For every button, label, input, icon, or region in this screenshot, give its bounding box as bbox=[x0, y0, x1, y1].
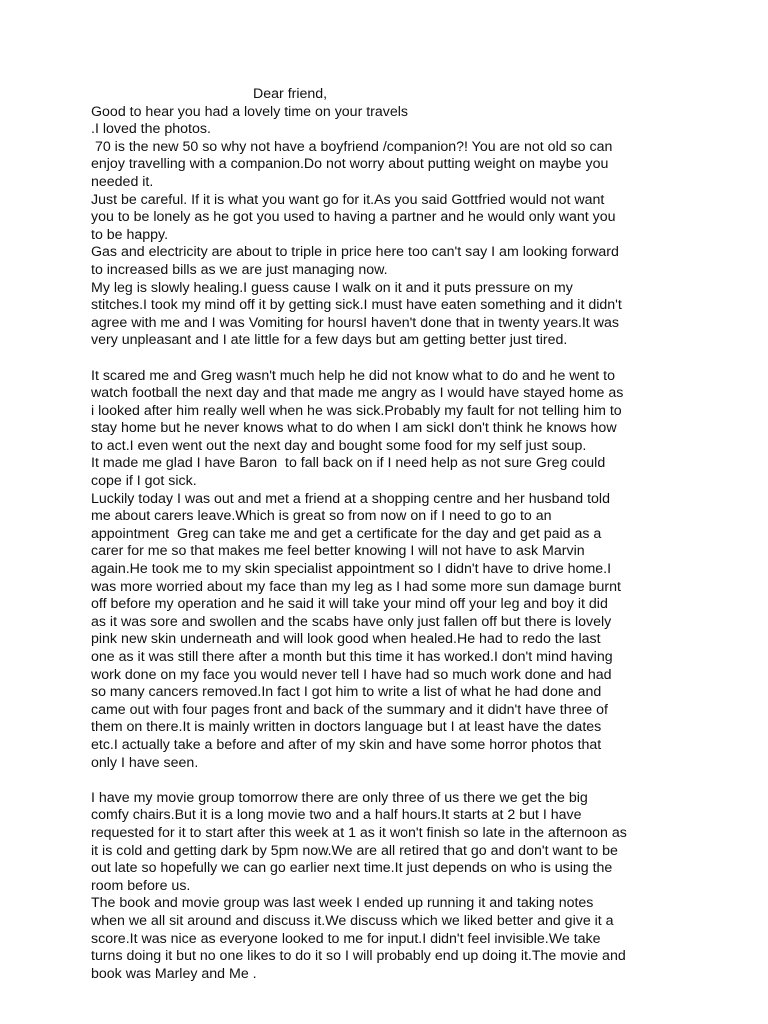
letter-line: stitches.I took my mind off it by getting sick.I must have eaten something and it didn't bbox=[91, 297, 622, 314]
letter-line: Good to hear you had a lovely time on your travels bbox=[91, 103, 409, 120]
letter-line: to act.I even went out the next day and bought some food for my self just soup. bbox=[91, 437, 587, 454]
letter-line: work done on my face you would never tell I have had so much work done and had bbox=[91, 666, 612, 683]
letter-line: to be happy. bbox=[91, 226, 169, 243]
letter-line: Just be careful. If it is what you want go for it.As you said Gottfried would not want bbox=[91, 191, 605, 208]
letter-line: i looked after him really well when he was sick.Probably my fault for not telling him to bbox=[91, 402, 622, 419]
letter-line: 70 is the new 50 so why not have a boyfriend /companion?! You are not old so can bbox=[91, 138, 613, 155]
letter-line: needed it. bbox=[91, 173, 154, 190]
letter-line: you to be lonely as he got you used to having a partner and he would only want you bbox=[91, 209, 616, 226]
letter-line: to increased bills as we are just managing now. bbox=[91, 261, 388, 278]
letter-line: so many cancers removed.In fact I got him to write a list of what he had done and bbox=[91, 684, 602, 701]
letter-line: Luckily today I was out and met a friend at a shopping centre and her husband told bbox=[91, 490, 610, 507]
letter-line: as it was sore and swollen and the scabs have only just fallen off but there is lovely bbox=[91, 613, 612, 630]
letter-line: out late so hopefully we can go earlier next time.It just depends on who is using the bbox=[91, 860, 613, 877]
letter-line: book was Marley and Me . bbox=[91, 965, 257, 982]
letter-line: stay home but he never knows what to do when I am sickI don't think he knows how bbox=[91, 420, 617, 437]
letter-line: when we all sit around and discuss it.We discuss which we liked better and give it a bbox=[91, 912, 614, 929]
letter-line: comfy chairs.But it is a long movie two and a half hours.It starts at 2 but I have bbox=[91, 807, 582, 824]
letter-line: requested for it to start after this week at 1 as it won't finish so late in the afternoon as bbox=[91, 824, 627, 841]
letter-line: came out with four pages front and back of the summary and it didn't have three of bbox=[91, 701, 608, 718]
letter-line: them on there.It is mainly written in doctors language but I at least have the dates bbox=[91, 719, 602, 736]
letter-line: It scared me and Greg wasn't much help he did not know what to do and he went to bbox=[91, 367, 616, 384]
letter-line: My leg is slowly healing.I guess cause I walk on it and it puts pressure on my bbox=[91, 279, 573, 296]
letter-line: agree with me and I was Vomiting for hoursI haven't done that in twenty years.It was bbox=[91, 314, 619, 331]
letter-line: turns doing it but no one likes to do it so I will probably end up doing it.The movie and bbox=[91, 948, 626, 965]
letter-line: It made me glad I have Baron to fall back on if I need help as not sure Greg could bbox=[91, 455, 606, 472]
letter-line: me about carers leave.Which is great so from now on if I need to go to an bbox=[91, 508, 552, 525]
letter-line: cope if I got sick. bbox=[91, 473, 197, 490]
paragraph-gap bbox=[91, 772, 691, 790]
letter-line: only I have seen. bbox=[91, 754, 199, 771]
letter-line: watch football the next day and that made me angry as I would have stayed home as bbox=[91, 385, 624, 402]
letter-line: again.He took me to my skin specialist appointment so I didn't have to drive home.I bbox=[91, 561, 612, 578]
letter-line: etc.I actually take a before and after of my skin and have some horror photos that bbox=[91, 736, 602, 753]
paragraph-gap bbox=[91, 350, 691, 368]
letter-line: .I loved the photos. bbox=[91, 121, 211, 138]
letter-line: carer for me so that makes me feel better knowing I will not have to ask Marvin bbox=[91, 543, 585, 560]
letter-line: pink new skin underneath and will look good when healed.He had to redo the last bbox=[91, 631, 601, 648]
letter-line: The book and movie group was last week I ended up running it and taking notes bbox=[91, 895, 594, 912]
letter-line: score.It was nice as everyone looked to me for input.I didn't feel invisible.We take bbox=[91, 930, 601, 947]
letter-line: it is cold and getting dark by 5pm now.We are all retired that go and don't want to be bbox=[91, 842, 618, 859]
letter-body bbox=[91, 86, 691, 983]
letter-line: Gas and electricity are about to triple in price here too can't say I am looking forward bbox=[91, 244, 619, 261]
letter-line: one as it was still there after a month but this time it has worked.I don't mind having bbox=[91, 649, 613, 665]
letter-line: was more worried about my face than my leg as I had some more sun damage burnt bbox=[91, 578, 621, 595]
letter-line: I have my movie group tomorrow there are only three of us there we get the big bbox=[91, 789, 588, 806]
letter-line: enjoy travelling with a companion.Do not worry about putting weight on maybe you bbox=[91, 156, 609, 173]
letter-line: appointment Greg can take me and get a certificate for the day and get paid as a bbox=[91, 525, 602, 542]
letter-greeting: Dear friend, bbox=[253, 86, 328, 102]
letter-line: room before us. bbox=[91, 877, 191, 894]
letter-line: off before my operation and he said it will take your mind off your leg and boy it did bbox=[91, 596, 608, 613]
letter-lines bbox=[91, 104, 691, 984]
letter-line: very unpleasant and I ate little for a few days but am getting better just tired. bbox=[91, 332, 568, 349]
